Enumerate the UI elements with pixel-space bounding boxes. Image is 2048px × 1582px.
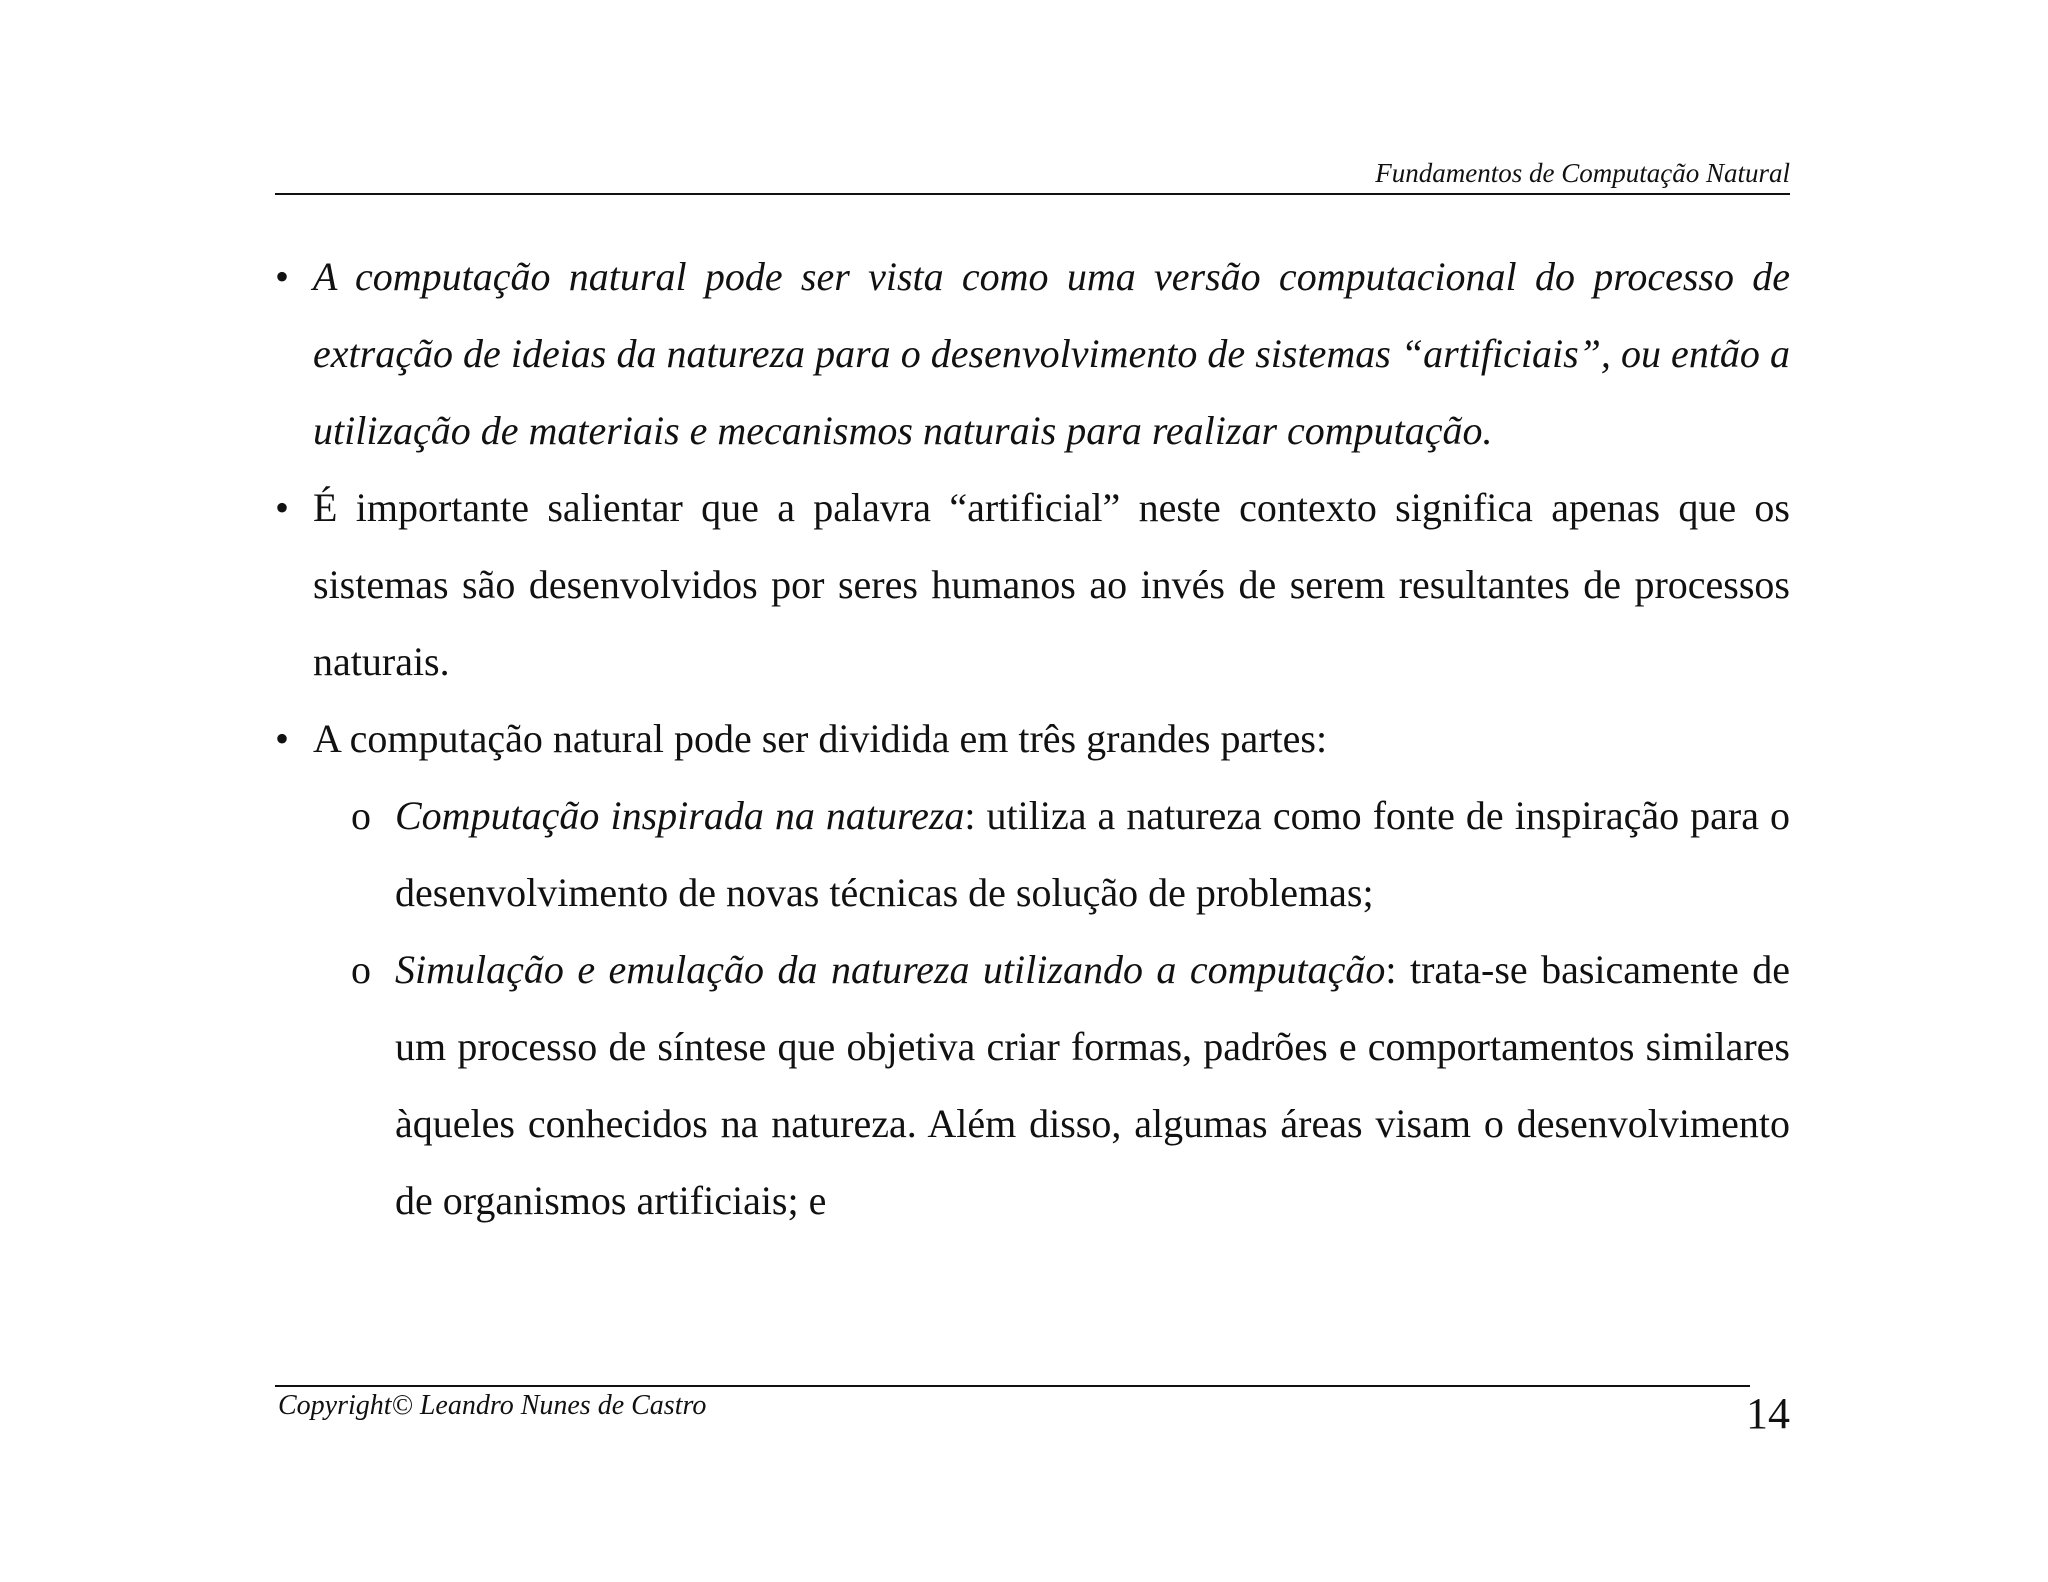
bullet-marker: • [275,485,290,530]
sub-item-description: : utiliza a natureza como fonte de inspiração para o desenvolvimento de novas técnicas de solução de problemas; [395,793,1790,915]
slide-content [275,238,1790,1239]
sub-item-marker: o [351,947,371,992]
sub-item [351,777,1790,931]
bullet-item [275,238,1790,469]
footer-copyright: Copyright© Leandro Nunes de Castro [278,1390,707,1421]
header-divider [275,193,1790,195]
footer-divider [275,1385,1750,1387]
sub-item [351,931,1790,1239]
page-number: 14 [1746,1389,1790,1438]
sub-list [313,777,1790,1239]
bullet-item [275,469,1790,700]
bullet-marker: • [275,254,290,299]
bullet-text: A computação natural pode ser vista como uma versão computacional do processo de extração de ideias da natureza para o desenvolvimento de sistemas “artificiais”, ou então a utilização de materiais e mecanismos naturais para realizar computação. [313,254,1790,453]
bullet-item [275,700,1790,1239]
running-header-title: Fundamentos de Computação Natural [1375,158,1790,188]
sub-item-term: Computação inspirada na natureza [395,793,965,838]
bullet-marker: • [275,716,290,761]
sub-item-term: Simulação e emulação da natureza utilizando a computação [395,947,1386,992]
sub-item-marker: o [351,793,371,838]
bullet-text: É importante salientar que a palavra “artificial” neste contexto significa apenas que os sistemas são desenvolvidos por seres humanos ao invés de serem resultantes de processos naturais. [313,485,1790,684]
bullet-text: A computação natural pode ser dividida em três grandes partes: [313,716,1328,761]
sub-item-description: : trata-se basicamente de um processo de síntese que objetiva criar formas, padrões e comportamentos similares àqueles conhecidos na natureza. Além disso, algumas áreas visam o desenvolvimento de organismos artificiais; e [395,947,1791,1223]
